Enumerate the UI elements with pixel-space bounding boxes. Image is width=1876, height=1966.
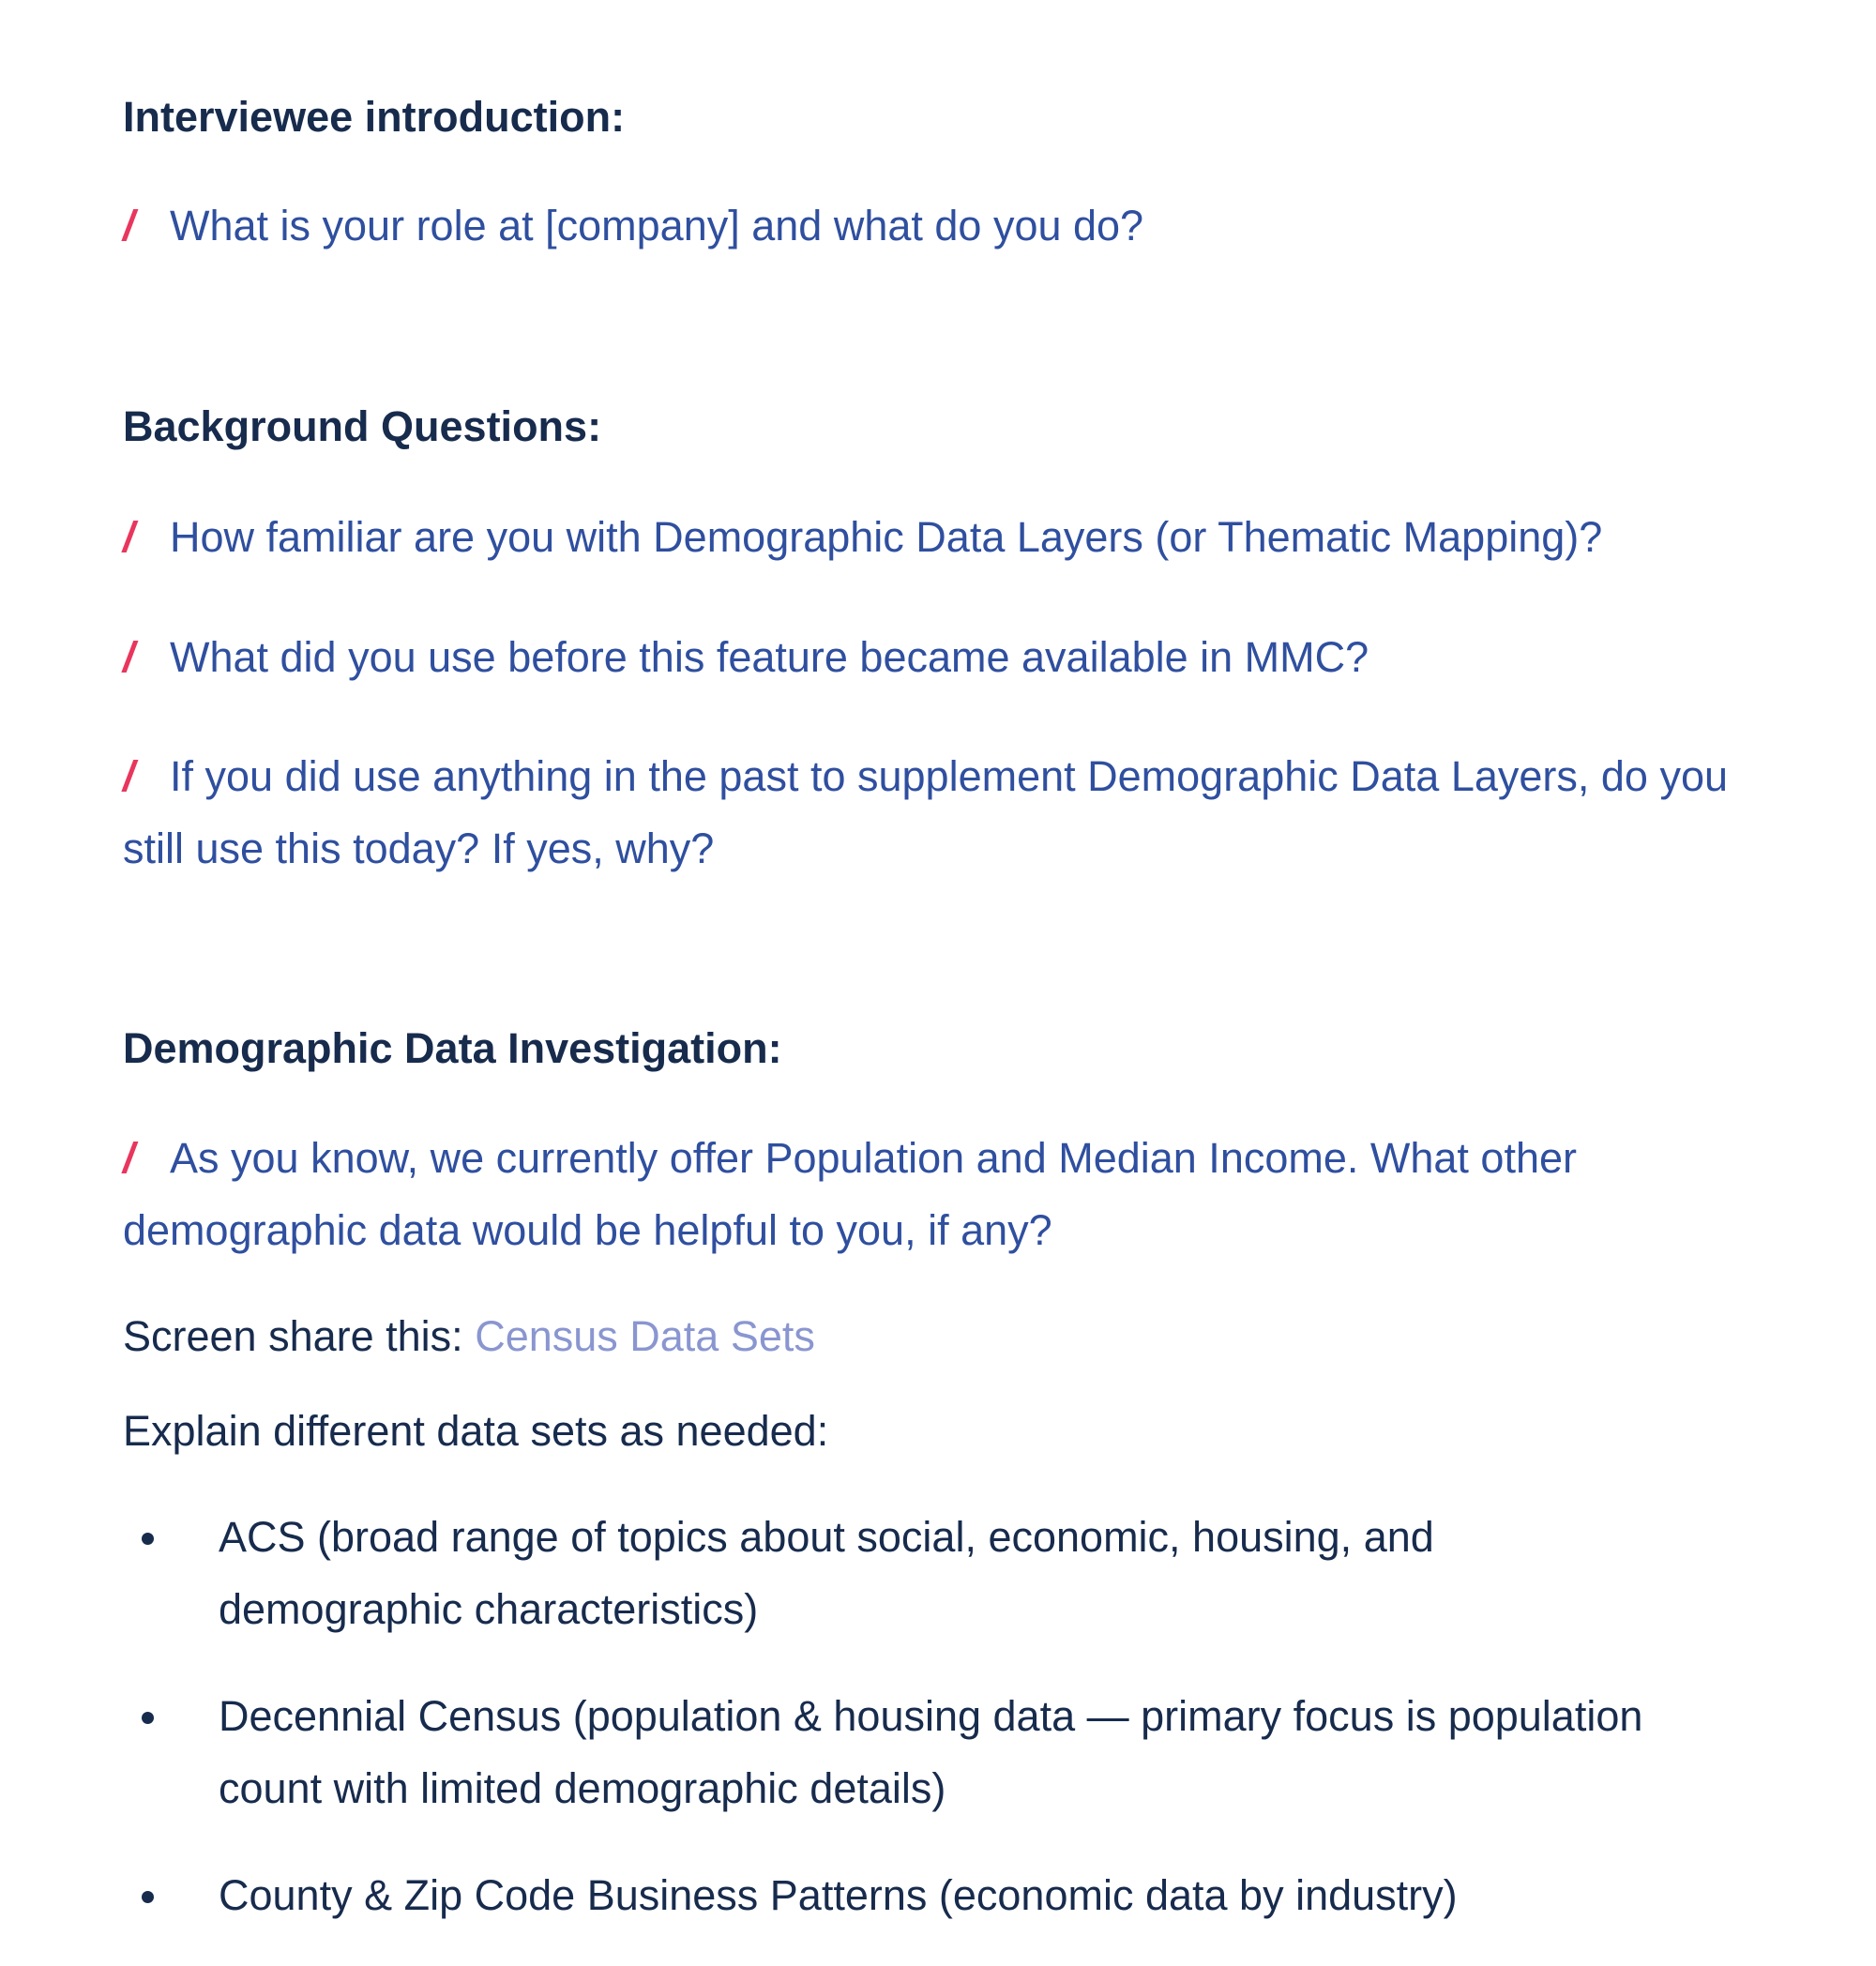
list-item-text: Decennial Census (population & housing data — primary focus is population count with limited demographic details) [219,1692,1643,1812]
question-item [123,621,1736,693]
list-item-text: ACS (broad range of topics about social, economic, housing, and demographic characteristics) [219,1513,1434,1633]
list-item [123,1501,1682,1645]
slash-marker-icon: / [123,752,135,800]
question-text: As you know, we currently offer Population and Median Income. What other demographic data would be helpful to you, if any? [123,1134,1577,1254]
section-heading-background: Background Questions: [123,402,602,450]
section-heading-investigation: Demographic Data Investigation: [123,1024,782,1072]
question-item [123,740,1736,885]
question-item [123,501,1736,573]
census-data-sets-link[interactable]: Census Data Sets [475,1312,815,1360]
slash-marker-icon: / [123,513,135,561]
screen-share-label: Screen share this: [123,1312,463,1360]
slash-marker-icon: / [123,202,135,250]
bullet-icon [142,1891,154,1903]
list-item [123,1680,1682,1824]
explain-text: Explain different data sets as needed: [123,1407,829,1455]
question-text: What is your role at [company] and what do you do? [170,202,1144,250]
bullet-icon [142,1533,154,1545]
list-item [123,1859,1682,1931]
list-item-text: County & Zip Code Business Patterns (economic data by industry) [219,1871,1458,1919]
slash-marker-icon: / [123,1134,135,1182]
screen-share-line [123,1308,815,1365]
question-text: What did you use before this feature became available in MMC? [170,633,1369,681]
question-text: How familiar are you with Demographic Data Layers (or Thematic Mapping)? [170,513,1603,561]
data-sets-list [123,1501,1774,1966]
slash-marker-icon: / [123,633,135,681]
question-item [123,1122,1736,1266]
bullet-icon [142,1712,154,1724]
question-item [123,189,1736,262]
section-heading-intro: Interviewee introduction: [123,93,626,141]
question-text: If you did use anything in the past to supplement Demographic Data Layers, do you still use this today? If yes, why? [123,752,1729,872]
